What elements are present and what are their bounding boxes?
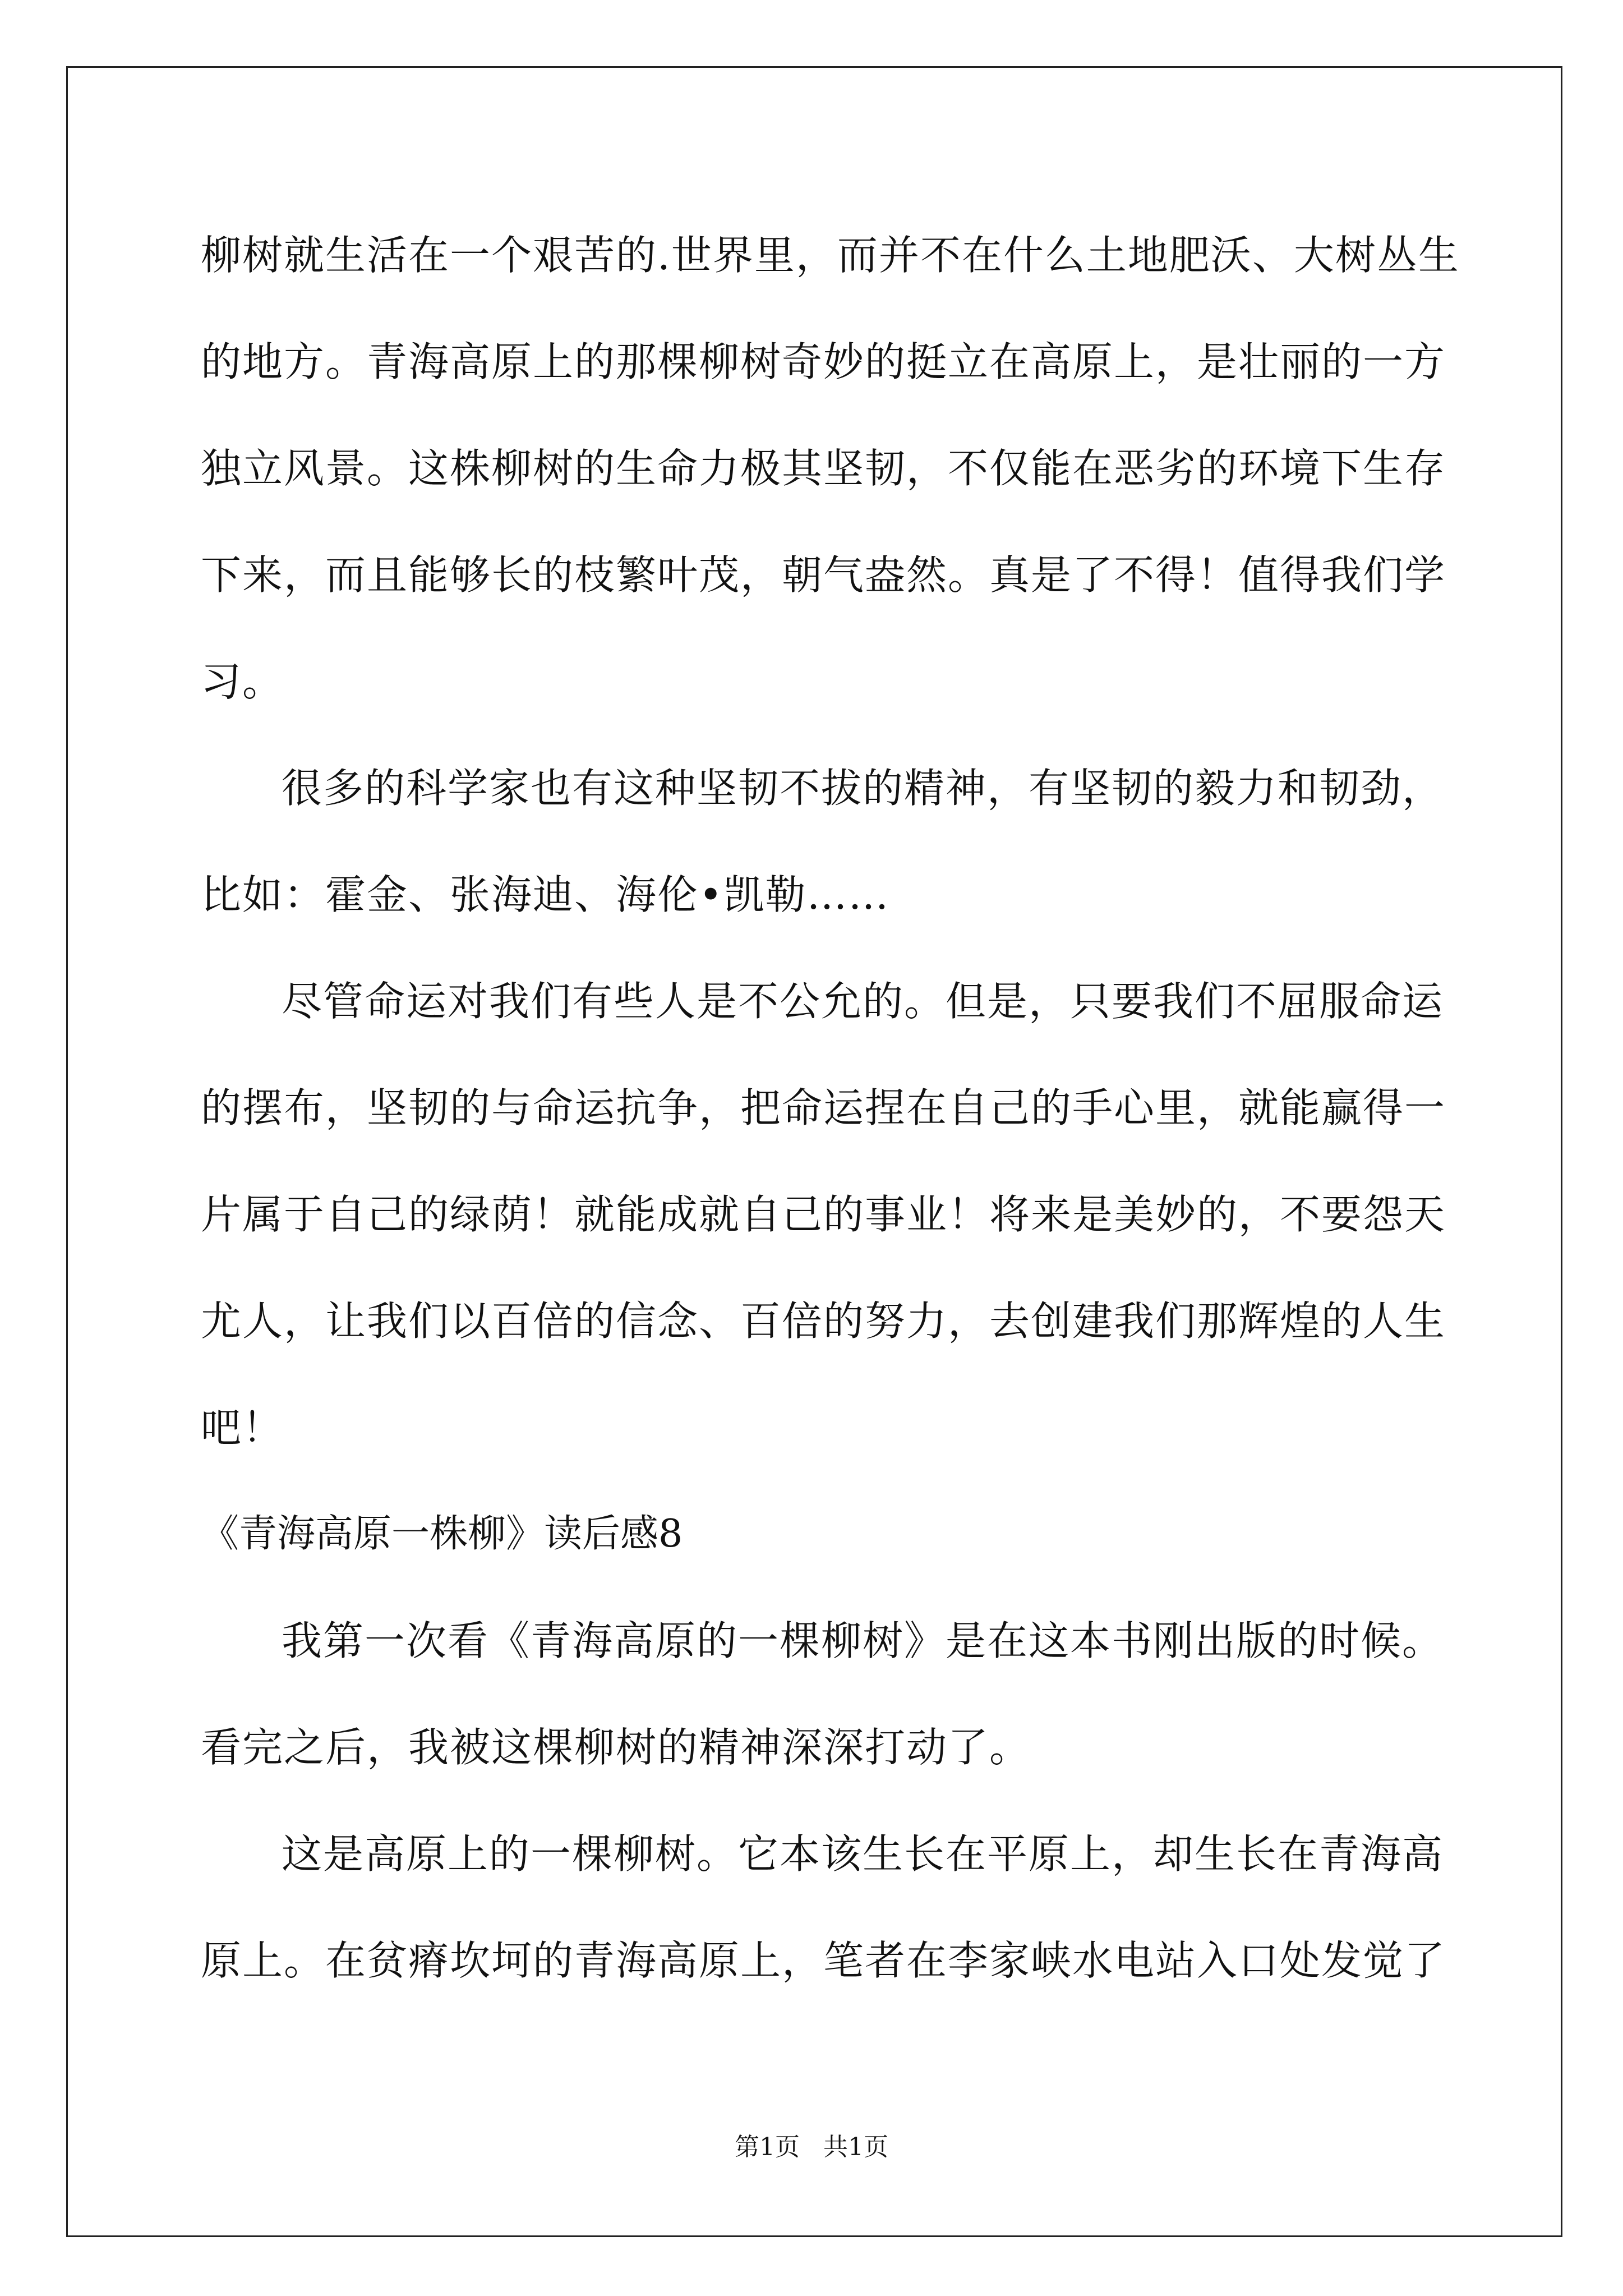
- text-line: 原上。在贫瘠坎坷的青海高原上，笔者在李家峡水电站入口处发觉了: [201, 1937, 1446, 1984]
- text-line: 片属于自己的绿荫！就能成就自己的事业！将来是美妙的，不要怨天: [201, 1191, 1446, 1238]
- text-line: 的地方。青海高原上的那棵柳树奇妙的挺立在高原上，是壮丽的一方: [201, 338, 1446, 385]
- paragraph-start-line: 很多的科学家也有这种坚韧不拔的精神，有坚韧的毅力和韧劲，: [282, 765, 1444, 812]
- document-body: [201, 202, 1460, 2014]
- text-line: 下来，而且能够长的枝繁叶茂，朝气盎然。真是了不得！值得我们学: [201, 551, 1446, 599]
- section-heading: 《青海高原一株柳》读后感8: [201, 1512, 683, 1556]
- paragraph-start-line: 这是高原上的一棵柳树。它本该生长在平原上，却生长在青海高: [282, 1830, 1444, 1878]
- page-number-footer: 第1页 共1页: [735, 2133, 888, 2161]
- text-line: 尤人，让我们以百倍的信念、百倍的努力，去创建我们那辉煌的人生: [201, 1297, 1446, 1345]
- paragraph-start-line: 我第一次看《青海高原的一棵柳树》是在这本书刚出版的时候。: [282, 1617, 1444, 1664]
- text-line: 独立风景。这株柳树的生命力极其坚韧，不仅能在恶劣的环境下生存: [201, 445, 1446, 492]
- text-line: 柳树就生活在一个艰苦的.世界里，而并不在什么土地肥沃、大树丛生: [201, 232, 1460, 279]
- text-line: 习。: [201, 658, 284, 705]
- text-line: 看完之后，我被这棵柳树的精神深深打动了。: [201, 1724, 1031, 1771]
- text-line: 吧！: [201, 1404, 284, 1451]
- paragraph-start-line: 尽管命运对我们有些人是不公允的。但是，只要我们不屈服命运: [282, 978, 1444, 1025]
- text-line: 的摆布，坚韧的与命运抗争，把命运捏在自己的手心里，就能赢得一: [201, 1084, 1446, 1131]
- text-line: 比如：霍金、张海迪、海伦•凯勒……: [201, 871, 890, 918]
